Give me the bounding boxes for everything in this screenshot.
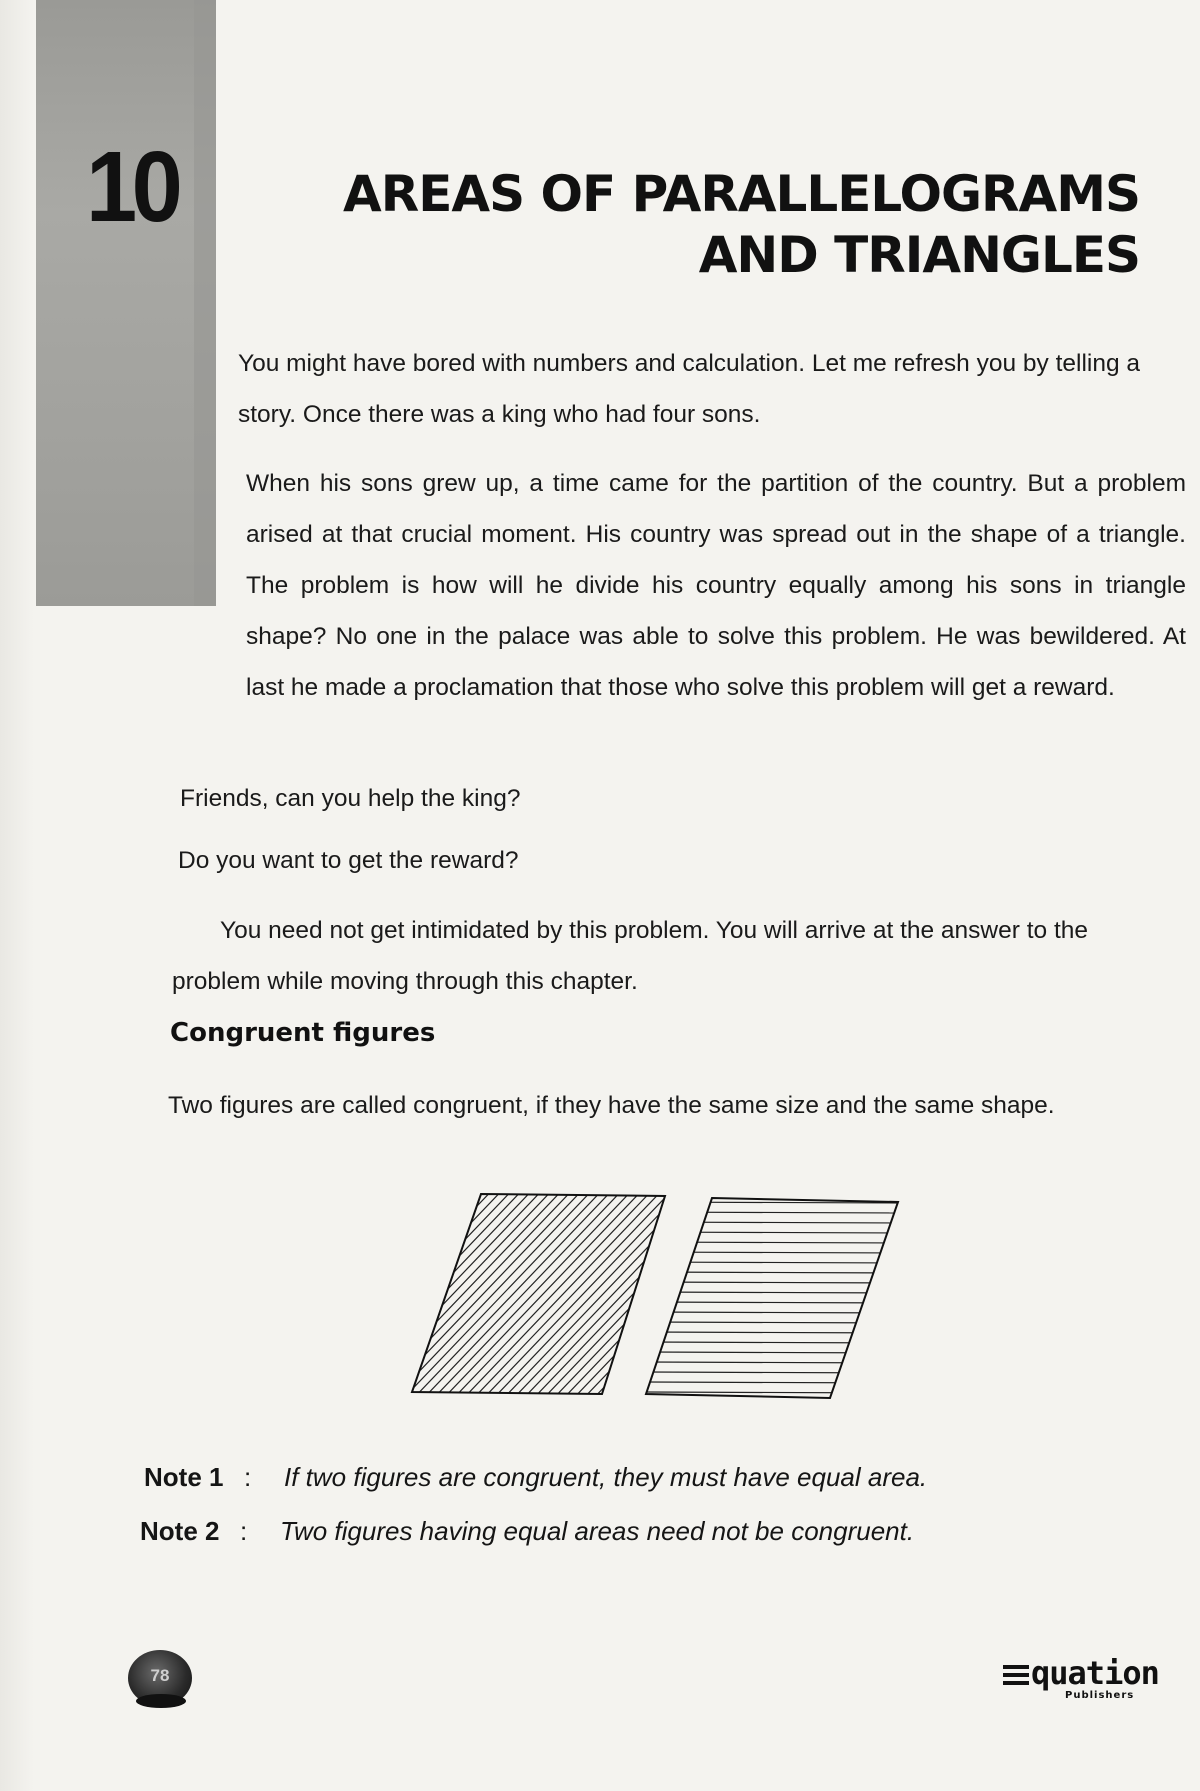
section-heading: Congruent figures (170, 1018, 436, 1048)
note-2-separator: : (240, 1516, 248, 1546)
note-1-label: Note 1 (144, 1462, 224, 1492)
publisher-logo (1003, 1654, 1173, 1710)
question-help-king: Friends, can you help the king? (180, 785, 521, 812)
note-1-text: If two figures are congruent, they must have equal area. (284, 1462, 928, 1492)
congruent-definition: Two figures are called congruent, if they have the same size and the same shape. (168, 1092, 1055, 1119)
publisher-name: quation (1031, 1654, 1159, 1692)
chapter-number: 10 (86, 131, 178, 243)
page-number-badge (128, 1650, 192, 1706)
intro-paragraph: You might have bored with numbers and calculation. Let me refresh you by telling a story. Once there was a king who had four sons. (238, 350, 1141, 428)
logo-e-bars-icon (1003, 1665, 1029, 1689)
congruent-figures-diagram (400, 1182, 920, 1412)
question-reward: Do you want to get the reward? (178, 847, 519, 874)
note-1-separator: : (244, 1462, 252, 1492)
parallelogram-diagonal-hatch (400, 1182, 900, 1402)
parallelogram-horizontal-hatch (640, 1198, 905, 1398)
chapter-title-line-2: AND TRIANGLES (698, 226, 1140, 284)
publisher-subtitle: Publishers (1065, 1690, 1135, 1701)
note-2 (140, 1516, 914, 1547)
page-number: 78 (150, 1666, 170, 1685)
note-2-label: Note 2 (140, 1516, 220, 1546)
note-2-text: Two figures having equal areas need not be congruent. (280, 1516, 915, 1546)
chapter-band (36, 0, 216, 606)
story-paragraph: When his sons grew up, a time came for the partition of the country. But a problem arised at that crucial moment. His country was spread out in the shape of a triangle. The problem is how will he divide his country equally among his sons in triangle shape? No one in the palace was able to solve this problem. He was bewildered. At last he made a proclamation that those who solve this problem will get a reward. (246, 470, 1186, 701)
page-edge (0, 0, 34, 1791)
encouragement-paragraph: You need not get intimidated by this problem. You will arrive at the answer to the problem while moving through this chapter. (172, 917, 1089, 995)
note-1 (144, 1462, 927, 1493)
chapter-title-line-1: AREAS OF PARALLELOGRAMS (343, 165, 1140, 223)
